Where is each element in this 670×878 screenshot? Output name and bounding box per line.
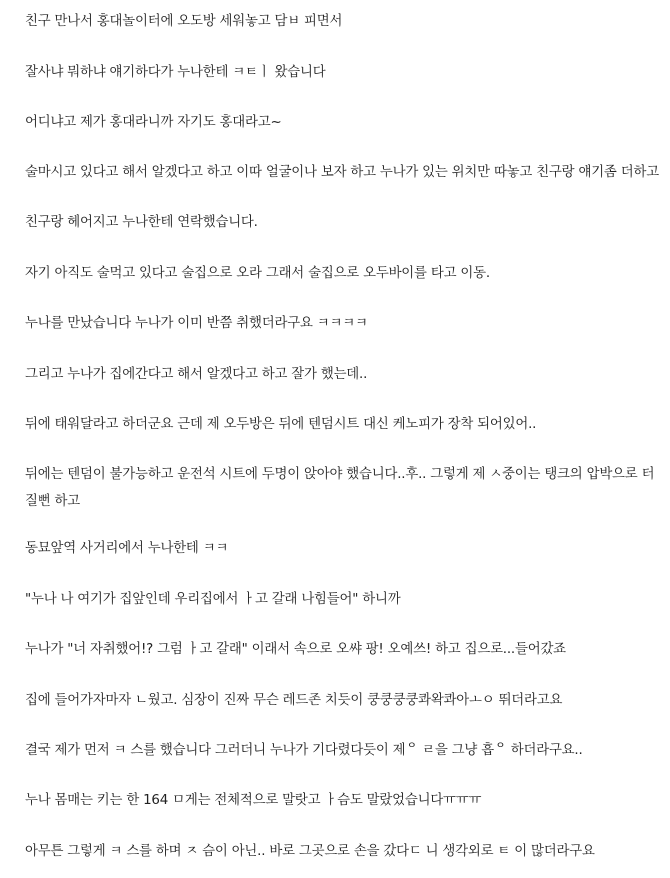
- paragraph-14: 집에 들어가자마자 ㄴ웠고. 심장이 진짜 무슨 레드존 치듯이 쿵쿵쿵쿵콰왁콰아ㅗㅇ 뛰더라고요: [25, 693, 563, 708]
- paragraph-7: 누나를 만났습니다 누나가 이미 반쯤 취했더라구요 ㅋㅋㅋㅋ: [25, 316, 368, 331]
- paragraph-12: "누나 나 여기가 집앞인데 우리집에서 ㅏ고 갈래 나힘들어" 하니까: [25, 592, 401, 607]
- paragraph-13: 누나가 "너 자취했어!? 그럼 ㅏ고 갈래" 이래서 속으로 오쌰 팡! 오예쓰! 하고 집으로...들어갔죠: [25, 642, 566, 657]
- paragraph-3: 어디냐고 제가 홍대라니까 자기도 홍대라고~: [25, 115, 282, 130]
- paragraph-4: 술마시고 있다고 해서 알겠다고 하고 이따 얼굴이나 보자 하고 누나가 있는 위치만 따놓고 친구랑 얘기좀 더하고: [25, 165, 659, 180]
- paragraph-15: 결국 제가 먼저 ㅋ 스를 했습니다 그러더니 누나가 기다렸다듯이 제ᄋ ㄹ을 그냥 흡ᄋ 하더라구요..: [25, 743, 583, 758]
- paragraph-10: 뒤에는 텐덤이 불가능하고 운전석 시트에 두명이 앉아야 했습니다..후.. 그렇게 제 ㅅ중이는 탱크의 압박으로 터질뻔 하고: [25, 467, 655, 509]
- paragraph-5: 친구랑 헤어지고 누나한테 연락했습니다.: [25, 215, 258, 230]
- paragraph-16: 누나 몸매는 키는 한 164 ㅁ게는 전체적으로 말랏고 ㅏ슴도 말랐었습니다ㅠㅠㅠ: [25, 793, 482, 808]
- paragraph-9: 뒤에 태워달라고 하더군요 근데 제 오두방은 뒤에 텐덤시트 대신 케노피가 장착 되어있어..: [25, 417, 537, 432]
- paragraph-6: 자기 아직도 술먹고 있다고 술집으로 오라 그래서 술집으로 오두바이를 타고 이동.: [25, 266, 490, 281]
- paragraph-1: 친구 만나서 홍대놀이터에 오도방 세워놓고 담ㅂ 피면서: [25, 14, 343, 29]
- paragraph-17: 아무튼 그렇게 ㅋ 스를 하며 ㅈ 슴이 아닌.. 바로 그곳으로 손을 갔다ㄷ 니 생각외로 ㅌ 이 많더라구요: [25, 844, 595, 859]
- paragraph-2: 잘사냐 뭐하냐 얘기하다가 누나한테 ㅋㅌㅣ 왔습니다: [25, 65, 326, 80]
- paragraph-8: 그리고 누나가 집에간다고 해서 알겠다고 하고 잘가 했는데..: [25, 367, 368, 382]
- paragraph-11: 동묘앞역 사거리에서 누나한테 ㅋㅋ: [25, 541, 229, 556]
